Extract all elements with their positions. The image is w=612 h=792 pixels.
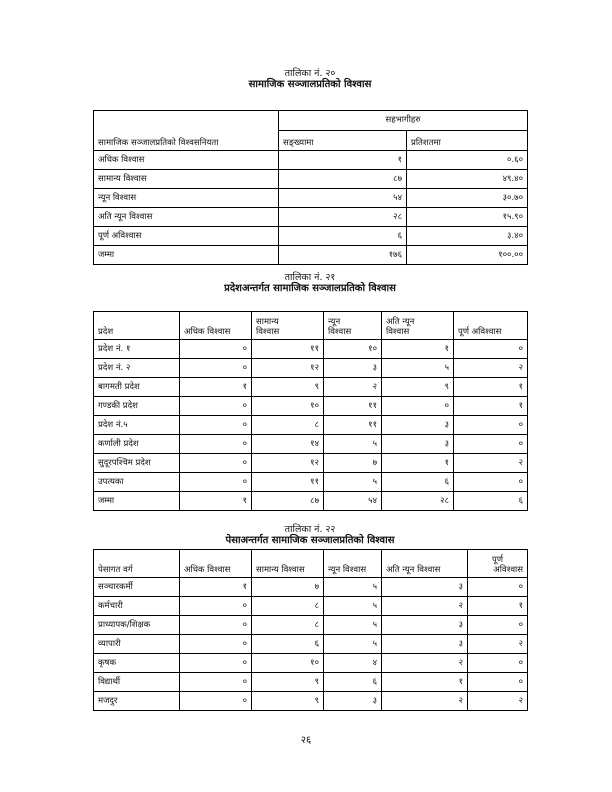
table-21-cell: ११ <box>252 473 324 492</box>
table-21-row-label: गण्डकी प्रदेश <box>94 397 180 416</box>
table-22-number: तालिका नं. २२ <box>284 524 336 535</box>
table-21-header-text: विश्वास <box>328 327 352 337</box>
table-22-title: पेसाअन्तर्गत सामाजिक सञ्जालप्रतिको विश्वास <box>225 535 395 546</box>
table-20-cell: २८ <box>279 208 407 227</box>
table-22-header-text: न्यून विश्वास <box>328 565 367 575</box>
table-20-header-reliability: सामाजिक सञ्जालप्रतिको विश्वसनियता <box>94 111 279 151</box>
table-20-caption <box>93 68 527 90</box>
table-21-cell: ३ <box>382 416 454 435</box>
table-22-row <box>94 673 528 692</box>
table-21-cell: २ <box>454 359 528 378</box>
table-22-row-label: व्यापारी <box>94 635 180 654</box>
table-20-header-count: सङ्ख्यामा <box>279 131 407 151</box>
table-21-cell: ० <box>180 416 252 435</box>
table-22-cell: ७ <box>252 578 324 597</box>
table-22-cell: २ <box>468 692 528 711</box>
table-22-header-text: पूर्ण <box>492 555 503 565</box>
table-22-header-text: पेसागत वर्ग <box>98 565 133 575</box>
table-21-body <box>94 340 528 511</box>
table-22-cell: ३ <box>382 635 468 654</box>
table-20-row-label: अधिक विश्वास <box>94 151 279 170</box>
table-21-cell: ० <box>454 340 528 359</box>
table-22-row <box>94 654 528 673</box>
table-20-row <box>94 227 528 246</box>
table-22-header-text: अविश्वास <box>493 565 523 575</box>
table-21-cell: ८ <box>252 416 324 435</box>
table-22-header-text: अति न्यून विश्वास <box>386 565 441 575</box>
table-21-cell: ५ <box>324 473 382 492</box>
table-22-row <box>94 635 528 654</box>
table-22-cell: ३ <box>382 616 468 635</box>
table-20-header-participants: सहभागीहरु <box>279 111 528 131</box>
table-20-cell: १७६ <box>279 246 407 265</box>
table-22-cell: १० <box>252 654 324 673</box>
table-21-cell: ६ <box>454 492 528 511</box>
table-22-header-0 <box>94 550 180 578</box>
table-21-cell: १ <box>180 492 252 511</box>
table-22-header-4 <box>382 550 468 578</box>
table-20-row-label: न्यून विश्वास <box>94 189 279 208</box>
table-21-cell: १२ <box>252 359 324 378</box>
table-20-number: तालिका नं. २० <box>284 68 336 79</box>
table-22-header-1 <box>180 550 252 578</box>
table-20-body <box>94 151 528 265</box>
table-22-row <box>94 597 528 616</box>
table-21-header-2 <box>252 312 324 340</box>
table-21-cell: ११ <box>324 397 382 416</box>
table-21-row-label: प्रदेश नं. १ <box>94 340 180 359</box>
table-22-cell: १ <box>382 673 468 692</box>
table-22-row-label: विद्यार्थी <box>94 673 180 692</box>
table-21-caption <box>93 272 527 294</box>
table-22-caption <box>93 524 527 546</box>
table-22-cell: ३ <box>324 692 382 711</box>
table-21-cell: ६ <box>382 473 454 492</box>
table-21-header-text: पूर्ण अविश्वास <box>458 327 502 337</box>
table-22-header-3 <box>324 550 382 578</box>
table-21-cell: ० <box>454 416 528 435</box>
table-22-row <box>94 578 528 597</box>
table-21-cell: १४ <box>252 435 324 454</box>
table-22-row-label: प्राध्यापक/शिक्षक <box>94 616 180 635</box>
table-21-cell: ५ <box>324 435 382 454</box>
table-21-cell: ३ <box>382 435 454 454</box>
table-21-row-label: सुदूरपश्चिम प्रदेश <box>94 454 180 473</box>
table-21-cell: ५४ <box>324 492 382 511</box>
table-21-cell: ११ <box>324 416 382 435</box>
table-21-row <box>94 359 528 378</box>
table-21-title: प्रदेशअन्तर्गत सामाजिक सञ्जालप्रतिको विश्वास <box>224 283 396 294</box>
table-22-header-row <box>94 550 528 578</box>
table-21-cell: ११ <box>252 340 324 359</box>
table-22-row-label: कर्मचारी <box>94 597 180 616</box>
table-21-row-label: उपत्यका <box>94 473 180 492</box>
table-21-header-text: विश्वास <box>386 327 410 337</box>
table-21-cell: १ <box>454 397 528 416</box>
table-21-header-text: न्यून <box>328 317 341 327</box>
table-21-header-text: सामान्य <box>256 317 279 327</box>
table-22-cell: ५ <box>324 616 382 635</box>
table-22-header-text: अधिक विश्वास <box>184 565 231 575</box>
table-22-cell: ८ <box>252 597 324 616</box>
table-22-cell: २ <box>382 654 468 673</box>
table-22-cell: २ <box>382 597 468 616</box>
table-20-cell: ४९.४० <box>407 170 528 189</box>
table-22-header-5 <box>468 550 528 578</box>
table-20-row-label: जम्मा <box>94 246 279 265</box>
table-20-cell: ०.६० <box>407 151 528 170</box>
table-22-cell: ० <box>468 654 528 673</box>
table-20-title: सामाजिक सञ्जालप्रतिको विश्वास <box>248 79 372 90</box>
table-22-cell: ६ <box>324 673 382 692</box>
table-20-row <box>94 151 528 170</box>
table-21-row <box>94 378 528 397</box>
table-22-cell: २ <box>468 635 528 654</box>
table-21-cell: १ <box>382 340 454 359</box>
table-20-cell: ६ <box>279 227 407 246</box>
table-22-row <box>94 616 528 635</box>
table-21-cell: २८ <box>382 492 454 511</box>
table-20-cell: ५४ <box>279 189 407 208</box>
table-21-cell: ८७ <box>252 492 324 511</box>
table-21-header-text: विश्वास <box>256 327 280 337</box>
table-21-cell: ९ <box>252 378 324 397</box>
table-22 <box>93 549 528 711</box>
table-20-cell: ८७ <box>279 170 407 189</box>
table-20-row <box>94 246 528 265</box>
table-20-cell: १ <box>279 151 407 170</box>
table-21-header-text: अति न्यून <box>386 317 415 327</box>
table-21-row <box>94 397 528 416</box>
table-22-row-label: कृषक <box>94 654 180 673</box>
table-21-header-text: प्रदेश <box>98 327 114 337</box>
table-22-cell: ० <box>180 616 252 635</box>
table-21-header-3 <box>324 312 382 340</box>
table-21-header-0 <box>94 312 180 340</box>
table-21-row <box>94 340 528 359</box>
table-22-cell: ० <box>180 635 252 654</box>
table-21-cell: ० <box>180 435 252 454</box>
table-20-cell: १५.९० <box>407 208 528 227</box>
page-number: २६ <box>300 735 312 746</box>
table-20-row-label: पूर्ण अविश्वास <box>94 227 279 246</box>
table-22-cell: ० <box>468 673 528 692</box>
table-21-cell: १० <box>252 397 324 416</box>
table-20-cell: ३०.७० <box>407 189 528 208</box>
table-21-cell: ० <box>180 397 252 416</box>
table-22-cell: ३ <box>382 578 468 597</box>
table-21-cell: ० <box>180 359 252 378</box>
table-22-row <box>94 692 528 711</box>
table-21-row <box>94 454 528 473</box>
table-21-header-row <box>94 312 528 340</box>
table-21-row-label: प्रदेश नं.५ <box>94 416 180 435</box>
table-20 <box>93 110 528 265</box>
table-20-cell: ३.४० <box>407 227 528 246</box>
table-22-row-label: मजदुर <box>94 692 180 711</box>
table-21-cell: ० <box>454 435 528 454</box>
table-21-cell: १० <box>324 340 382 359</box>
table-22-cell: ० <box>468 616 528 635</box>
table-21-header-1 <box>180 312 252 340</box>
table-22-cell: ४ <box>324 654 382 673</box>
table-22-cell: ५ <box>324 635 382 654</box>
table-20-row <box>94 170 528 189</box>
table-21-row-label: कर्णाली प्रदेश <box>94 435 180 454</box>
table-20-header-percent: प्रतिशतमा <box>407 131 528 151</box>
table-22-cell: २ <box>382 692 468 711</box>
table-20-row <box>94 189 528 208</box>
table-22-cell: ० <box>180 673 252 692</box>
table-20-row <box>94 208 528 227</box>
table-21-cell: ० <box>454 473 528 492</box>
table-22-cell: ० <box>180 597 252 616</box>
table-21-cell: ० <box>180 340 252 359</box>
table-21-row <box>94 473 528 492</box>
table-22-cell: ० <box>468 578 528 597</box>
table-22-body <box>94 578 528 711</box>
table-21 <box>93 311 528 511</box>
table-21-row <box>94 492 528 511</box>
table-21-cell: ० <box>180 473 252 492</box>
table-22-header-text: सामान्य विश्वास <box>256 565 305 575</box>
table-22-cell: ५ <box>324 597 382 616</box>
table-21-cell: ७ <box>324 454 382 473</box>
table-20-row-label: अति न्यून विश्वास <box>94 208 279 227</box>
table-21-cell: १ <box>180 378 252 397</box>
table-20-row-label: सामान्य विश्वास <box>94 170 279 189</box>
table-22-cell: १ <box>468 597 528 616</box>
table-21-header-5 <box>454 312 528 340</box>
table-21-row-label: जम्मा <box>94 492 180 511</box>
table-21-cell: १ <box>382 454 454 473</box>
table-21-cell: ५ <box>382 359 454 378</box>
table-21-row <box>94 416 528 435</box>
table-21-cell: २ <box>324 378 382 397</box>
table-21-number: तालिका नं. २१ <box>284 272 336 283</box>
table-21-row-label: बागमती प्रदेश <box>94 378 180 397</box>
table-22-cell: ६ <box>252 635 324 654</box>
table-21-header-4 <box>382 312 454 340</box>
table-22-cell: ९ <box>252 692 324 711</box>
table-22-cell: ८ <box>252 616 324 635</box>
table-22-cell: ९ <box>252 673 324 692</box>
table-21-row <box>94 435 528 454</box>
table-21-header-text: अधिक विश्वास <box>184 327 231 337</box>
table-21-cell: १ <box>454 378 528 397</box>
table-21-cell: २ <box>454 454 528 473</box>
table-21-cell: ९ <box>382 378 454 397</box>
table-22-header-2 <box>252 550 324 578</box>
table-21-cell: ३ <box>324 359 382 378</box>
table-22-cell: ० <box>180 692 252 711</box>
table-22-cell: ५ <box>324 578 382 597</box>
table-21-cell: १२ <box>252 454 324 473</box>
table-20-cell: १००.०० <box>407 246 528 265</box>
table-21-row-label: प्रदेश नं. २ <box>94 359 180 378</box>
table-21-cell: ० <box>180 454 252 473</box>
table-21-cell: ० <box>382 397 454 416</box>
table-22-cell: १ <box>180 578 252 597</box>
table-22-row-label: सञ्चारकर्मी <box>94 578 180 597</box>
table-22-cell: ० <box>180 654 252 673</box>
